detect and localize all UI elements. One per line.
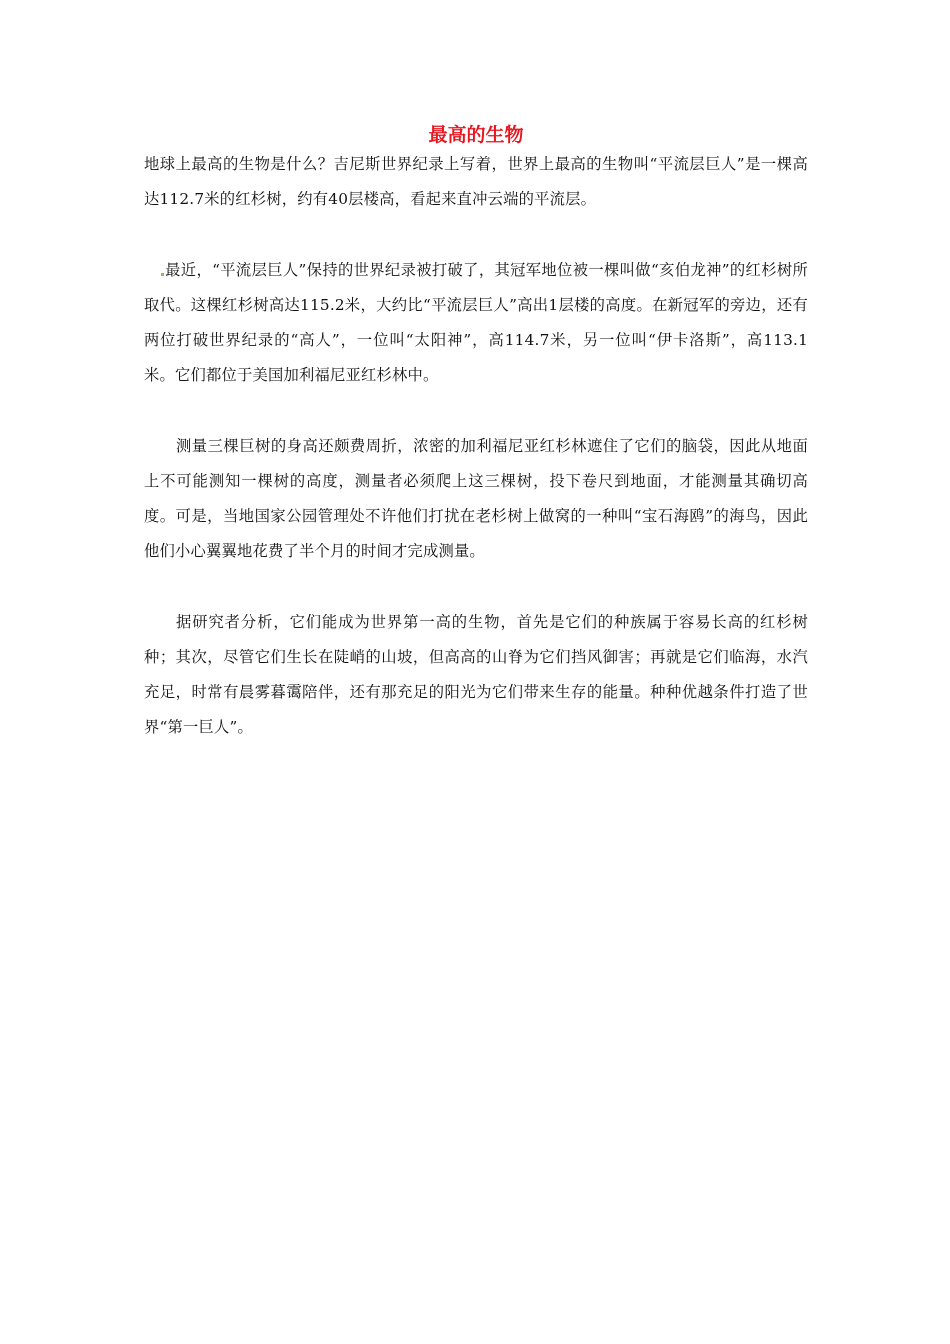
paragraph-text: 最近，“平流层巨人”保持的世界纪录被打破了，其冠军地位被一棵叫做“亥伯龙神”的红杉树所取代。这棵红杉树高达115.2米，大约比“平流层巨人”高出1层楼的高度。在新冠军的旁边，还有两位打破世界纪录的“高人”，一位叫“太阳神”，高114.7米，另一位叫“伊卡洛斯”，高113.1米。它们都位于美国加利福尼亚红杉林中。: [144, 261, 808, 384]
paragraph-text: 据研究者分析，它们能成为世界第一高的生物，首先是它们的种族属于容易长高的红杉树种；其次，尽管它们生长在陡峭的山坡，但高高的山脊为它们挡风御害；再就是它们临海，水汽充足，时常有晨雾暮霭陪伴，还有那充足的阳光为它们带来生存的能量。种种优越条件打造了世界“第一巨人”。: [144, 613, 808, 736]
paragraph-measurement: [144, 429, 808, 569]
paragraph-analysis: [144, 605, 808, 745]
annotation-mark: [161, 273, 164, 276]
document-page: [144, 120, 808, 745]
paragraph-record-broken: [144, 253, 808, 393]
paragraph-intro: [144, 147, 808, 217]
paragraph-text: 地球上最高的生物是什么？吉尼斯世界纪录上写着，世界上最高的生物叫“平流层巨人”是一棵高达112.7米的红杉树，约有40层楼高，看起来直冲云端的平流层。: [144, 155, 808, 208]
document-title: 最高的生物: [428, 124, 524, 146]
paragraph-text: 测量三棵巨树的身高还颇费周折，浓密的加利福尼亚红杉林遮住了它们的脑袋，因此从地面上不可能测知一棵树的高度，测量者必须爬上这三棵树，投下卷尺到地面，才能测量其确切高度。可是，当地国家公园管理处不许他们打扰在老杉树上做窝的一种叫“宝石海鸥”的海鸟，因此他们小心翼翼地花费了半个月的时间才完成测量。: [144, 437, 808, 560]
